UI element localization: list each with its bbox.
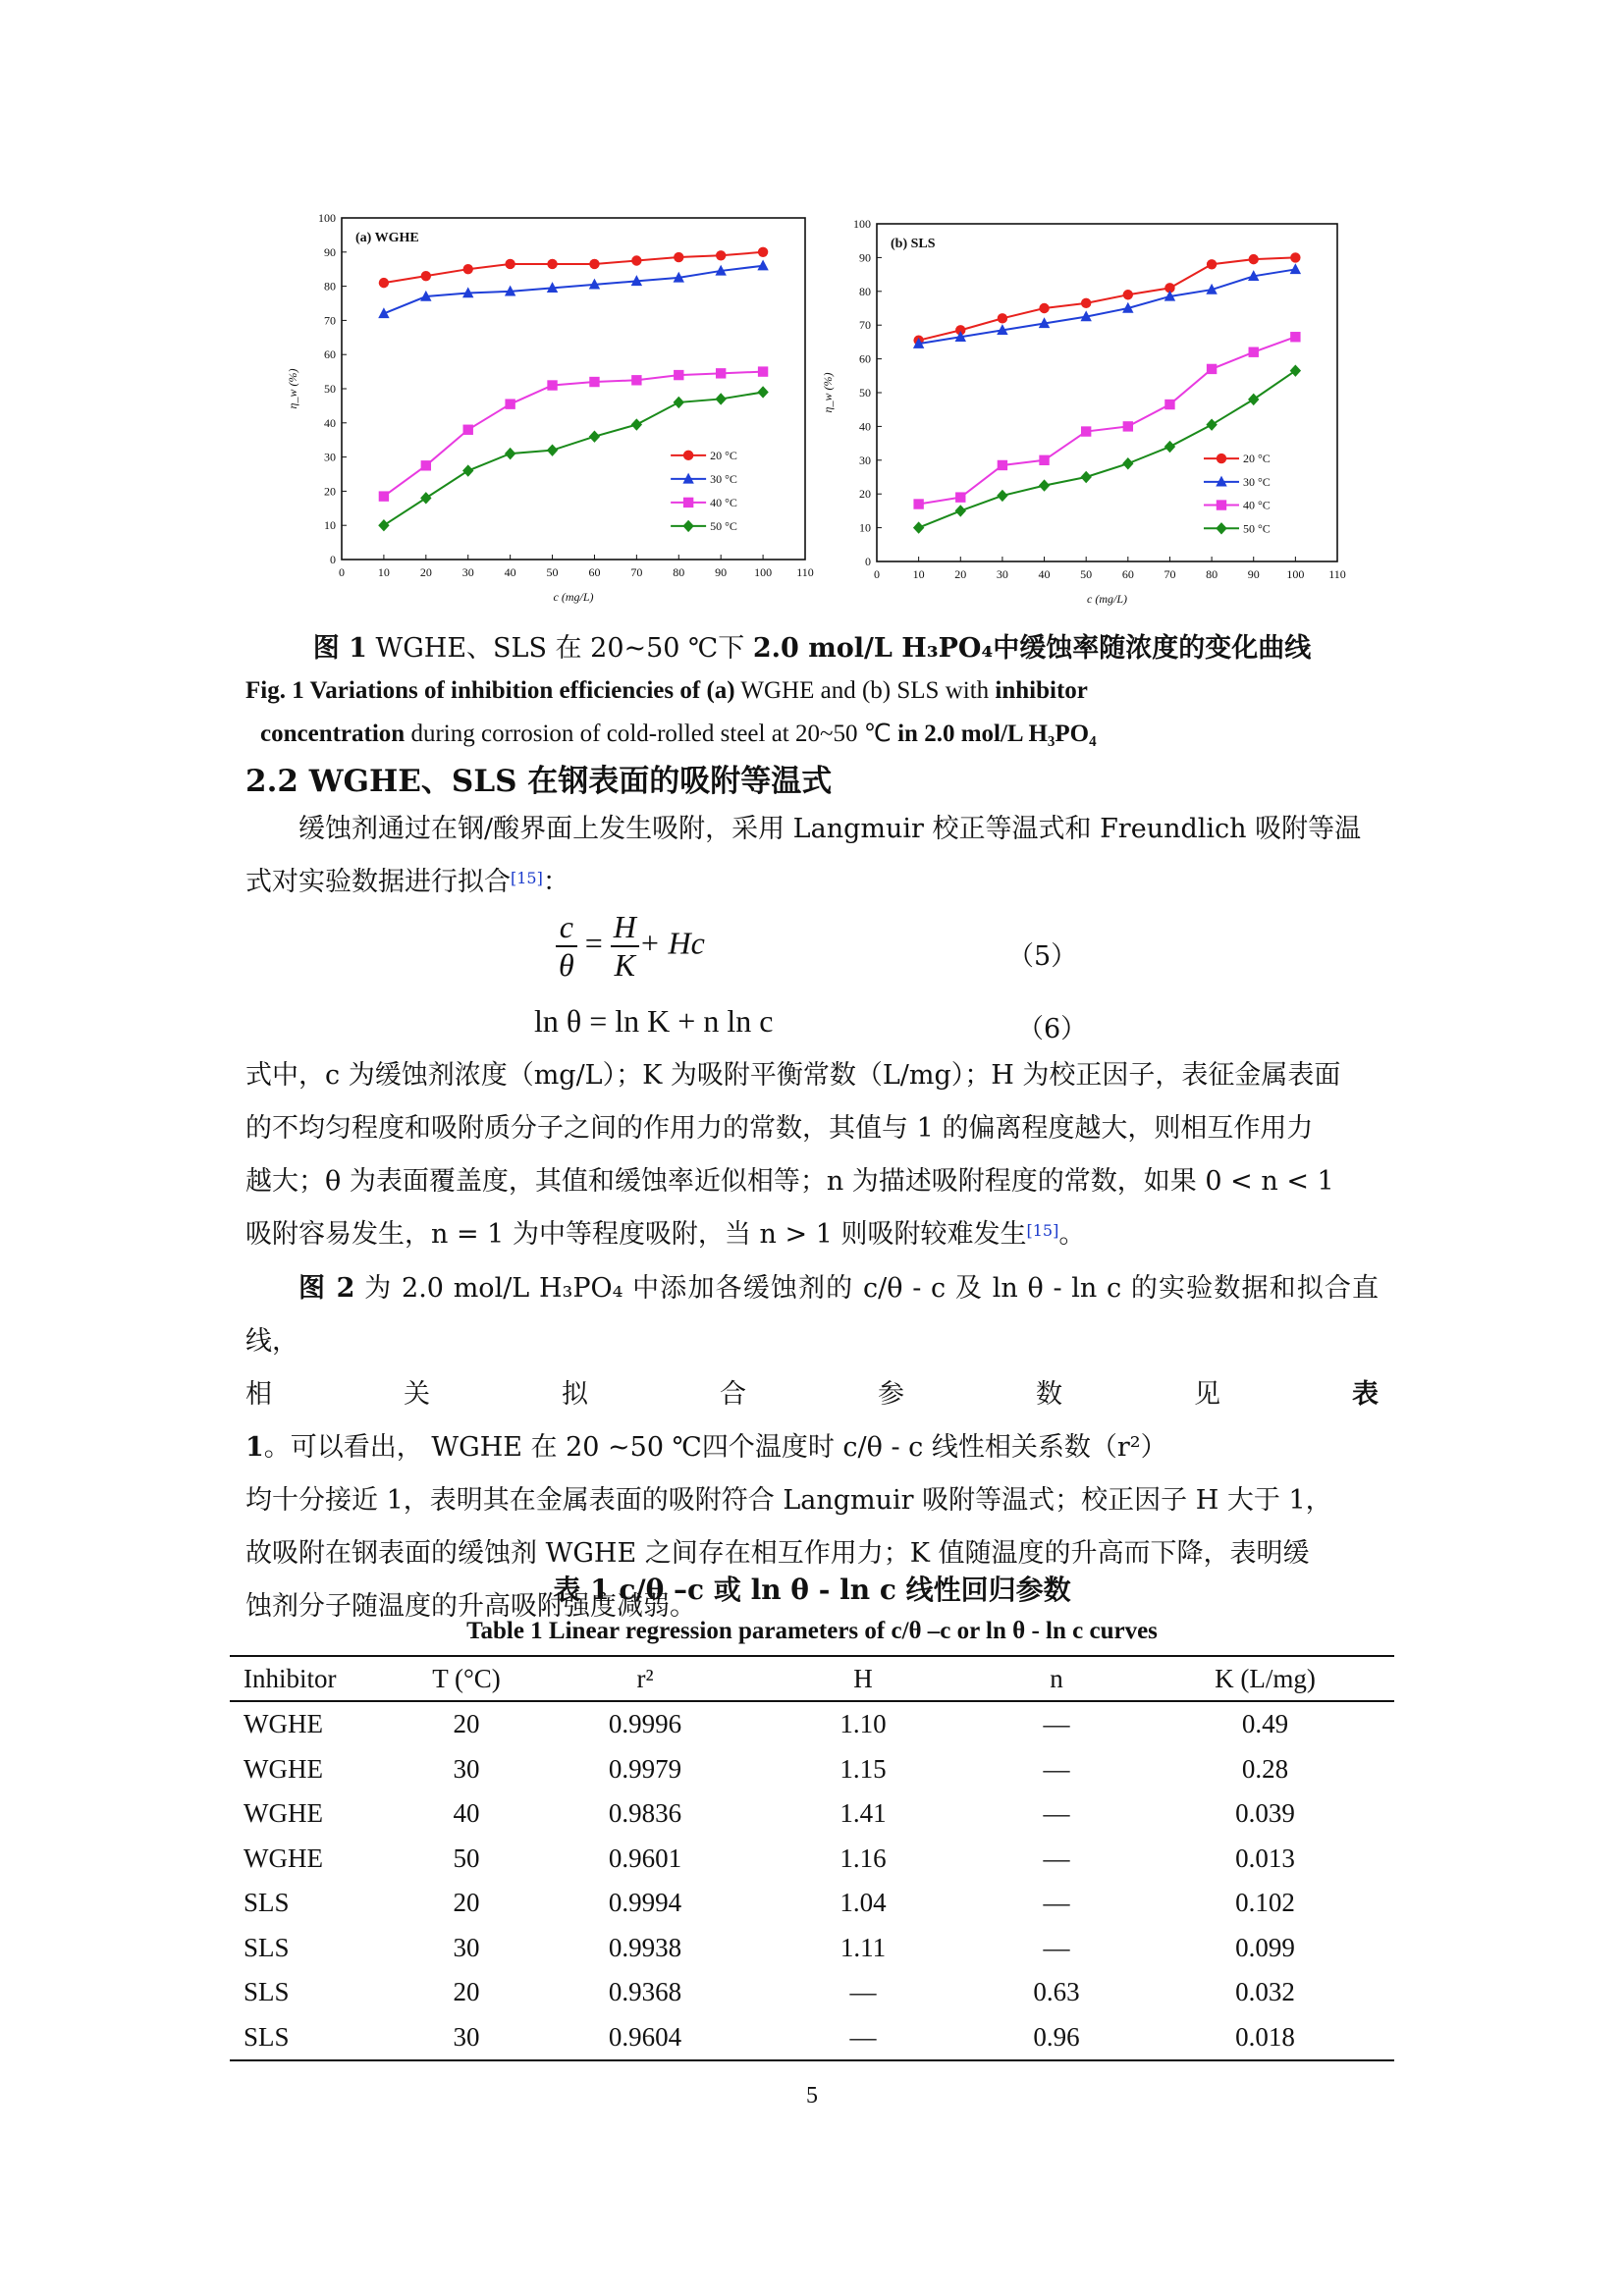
x-tick-label: 70 bbox=[1164, 567, 1176, 581]
equation-6: ln θ = ln K + n ln c bbox=[534, 1003, 774, 1039]
x-tick-label: 80 bbox=[1206, 567, 1218, 581]
citation-link[interactable]: [15] bbox=[511, 869, 543, 887]
x-tick-label: 70 bbox=[630, 565, 643, 579]
table-cell: 0.9601 bbox=[608, 1842, 682, 1873]
x-tick-label: 40 bbox=[504, 565, 516, 579]
table-reference: 表 1 bbox=[245, 1379, 1379, 1463]
x-axis-label: c (mg/L) bbox=[1087, 592, 1127, 606]
paragraph-definitions-line3: 越大；θ 为表面覆盖度，其值和缓蚀率近似相等；n 为描述吸附程度的常数，如果 0 < n < 1 bbox=[245, 1166, 1334, 1197]
table-title-en: Table 1 Linear regression parameters of c/θ –c or ln θ - ln c curves bbox=[466, 1618, 1158, 1644]
table-cell: SLS bbox=[244, 1888, 290, 1918]
data-point bbox=[589, 377, 599, 387]
data-point bbox=[505, 448, 515, 459]
data-point bbox=[1039, 479, 1050, 491]
data-point bbox=[1290, 364, 1301, 376]
x-axis-label: c (mg/L) bbox=[553, 590, 594, 604]
column-header-inhibitor: Inhibitor bbox=[230, 1656, 392, 1701]
table-cell: 0.9836 bbox=[608, 1798, 682, 1829]
data-point bbox=[1248, 394, 1259, 405]
y-tick-label: 30 bbox=[324, 450, 336, 464]
table-row bbox=[230, 1747, 1394, 1792]
paragraph-definitions-line2: 的不均匀程度和吸附质分子之间的作用力的常数，其值与 1 的偏离程度越大，则相互作用力 bbox=[245, 1113, 1314, 1144]
table-cell: 1.41 bbox=[839, 1798, 887, 1829]
table-cell: WGHE bbox=[244, 1709, 323, 1739]
table-row bbox=[230, 1837, 1394, 1882]
figure-caption-en-line2-mid: during corrosion of cold-rolled steel at 20~50 ℃ bbox=[405, 721, 898, 747]
eq5-rhs-numerator: H bbox=[611, 909, 639, 947]
eq5-lhs-numerator: c bbox=[556, 909, 577, 947]
data-point bbox=[421, 460, 431, 470]
table-cell: 0.9979 bbox=[608, 1753, 682, 1784]
data-point bbox=[998, 313, 1007, 323]
figure-reference: 图 2 bbox=[298, 1273, 355, 1304]
table-cell: — bbox=[1043, 1798, 1070, 1829]
x-tick-label: 10 bbox=[912, 567, 925, 581]
data-point bbox=[1081, 298, 1091, 308]
legend-label: 20 °C bbox=[1242, 452, 1271, 466]
y-tick-label: 50 bbox=[324, 382, 336, 396]
figure-1 bbox=[285, 206, 1365, 618]
table-cell: 20 bbox=[453, 1888, 480, 1918]
data-point bbox=[1249, 254, 1259, 264]
y-tick-label: 0 bbox=[330, 553, 336, 566]
table-cell: 1.04 bbox=[839, 1888, 887, 1918]
y-tick-label: 40 bbox=[324, 415, 336, 430]
data-point bbox=[1216, 522, 1226, 534]
y-axis-label: η_w (%) bbox=[286, 368, 299, 409]
table-cell: 1.16 bbox=[839, 1842, 887, 1873]
y-tick-label: 90 bbox=[859, 250, 871, 265]
table-cell: WGHE bbox=[244, 1842, 323, 1873]
data-point bbox=[1217, 500, 1226, 509]
data-point bbox=[1039, 455, 1049, 465]
x-tick-label: 80 bbox=[673, 565, 685, 579]
paragraph-results-line5: 蚀剂分子随温度的升高吸附强度减弱。 bbox=[245, 1591, 696, 1622]
table-cell: 1.10 bbox=[839, 1709, 887, 1739]
table-cell: 50 bbox=[453, 1842, 480, 1873]
table-cell: 30 bbox=[392, 2015, 541, 2061]
x-tick-label: 110 bbox=[1328, 567, 1346, 581]
table-cell: 30 bbox=[453, 1932, 480, 1962]
equation-5 bbox=[556, 909, 705, 984]
table-cell: 0.9938 bbox=[608, 1932, 682, 1962]
data-point bbox=[631, 375, 641, 385]
table-header-row bbox=[230, 1656, 1394, 1701]
data-point bbox=[379, 491, 389, 501]
table-cell: — bbox=[1043, 1888, 1070, 1918]
y-tick-label: 20 bbox=[859, 487, 871, 502]
y-tick-label: 70 bbox=[324, 313, 336, 328]
table-cell: 0.102 bbox=[1235, 1888, 1295, 1918]
y-tick-label: 80 bbox=[324, 279, 336, 294]
paragraph-results-line2-b: 。可以看出， WGHE 在 20 ~50 ℃四个温度时 c/θ - c 线性相关系数（r²） bbox=[263, 1432, 1167, 1463]
chart-sls bbox=[823, 206, 1353, 618]
table-cell: 30 bbox=[453, 1753, 480, 1784]
table-cell: 1.15 bbox=[839, 1753, 887, 1784]
column-header-temperature: T (°C) bbox=[392, 1656, 541, 1701]
table-cell: 0.9994 bbox=[608, 1888, 682, 1918]
data-point bbox=[589, 431, 600, 443]
data-point bbox=[955, 505, 966, 516]
equation-6-number: （6） bbox=[1017, 1014, 1088, 1044]
table-cell: — bbox=[1043, 1753, 1070, 1784]
column-header-n: n bbox=[977, 1656, 1136, 1701]
x-tick-label: 90 bbox=[1247, 567, 1260, 581]
x-tick-label: 100 bbox=[1286, 567, 1305, 581]
x-tick-label: 40 bbox=[1038, 567, 1051, 581]
series-line bbox=[919, 257, 1296, 340]
figure-caption-cn-tail: 中缓蚀率随浓度的变化曲线 bbox=[993, 633, 1312, 664]
table-cell: SLS bbox=[244, 1977, 290, 2007]
table-cell: 0.099 bbox=[1235, 1932, 1295, 1962]
data-point bbox=[1123, 290, 1133, 299]
paragraph-definitions-line4-end: 。 bbox=[1058, 1219, 1086, 1250]
table-cell: 0.49 bbox=[1241, 1709, 1289, 1739]
chart-wghe bbox=[285, 206, 815, 618]
paragraph-definitions-line1: 式中，c 为缓蚀剂浓度（mg/L）；K 为吸附平衡常数（L/mg）；H 为校正因子，表征金属表面 bbox=[245, 1060, 1341, 1091]
y-tick-label: 70 bbox=[859, 318, 871, 333]
regression-table bbox=[230, 1655, 1394, 2061]
data-point bbox=[547, 380, 557, 390]
y-tick-label: 90 bbox=[324, 244, 336, 259]
data-point bbox=[379, 278, 389, 288]
data-point bbox=[758, 247, 768, 257]
table-row bbox=[230, 1970, 1394, 2015]
data-point bbox=[715, 393, 726, 404]
table-row bbox=[230, 1701, 1394, 1747]
data-point bbox=[758, 366, 768, 376]
column-header-k: K (L/mg) bbox=[1136, 1656, 1394, 1701]
table-cell: — bbox=[749, 2015, 977, 2061]
data-point bbox=[1081, 426, 1091, 436]
paragraph-intro-line2-end: ： bbox=[542, 867, 569, 897]
legend-label: 40 °C bbox=[710, 495, 737, 509]
data-point bbox=[683, 498, 693, 507]
data-point bbox=[1080, 471, 1091, 483]
x-tick-label: 30 bbox=[461, 565, 474, 579]
y-tick-label: 30 bbox=[859, 453, 871, 467]
data-point bbox=[1217, 454, 1226, 463]
data-point bbox=[682, 520, 693, 532]
table-cell: — bbox=[849, 1977, 877, 2007]
table-title-cn: 表 1 c/θ –c 或 ln θ - ln c 线性回归参数 bbox=[553, 1574, 1071, 1606]
table-row bbox=[230, 1881, 1394, 1926]
data-point bbox=[631, 255, 641, 265]
table-cell: SLS bbox=[244, 1932, 290, 1962]
data-point bbox=[1039, 303, 1049, 313]
y-tick-label: 0 bbox=[865, 555, 871, 568]
y-tick-label: 60 bbox=[324, 347, 336, 362]
chart-title: (b) SLS bbox=[891, 237, 936, 251]
legend-label: 40 °C bbox=[1242, 498, 1271, 512]
x-tick-label: 30 bbox=[996, 567, 1008, 581]
paragraph-results-line2-a: 相关拟合参数见 bbox=[245, 1379, 1352, 1410]
data-point bbox=[1207, 364, 1217, 374]
equation-5-number: （5） bbox=[1007, 941, 1078, 972]
x-tick-label: 60 bbox=[1121, 567, 1134, 581]
x-tick-label: 60 bbox=[588, 565, 601, 579]
data-point bbox=[378, 519, 389, 531]
figure-caption-cn bbox=[245, 626, 1379, 665]
data-point bbox=[997, 490, 1007, 502]
data-point bbox=[913, 521, 924, 533]
figure-caption-en-mid: WGHE and (b) SLS with bbox=[734, 677, 996, 704]
data-point bbox=[462, 464, 473, 476]
figure-caption-cn-body: WGHE、SLS 在 20~50 ℃下 bbox=[366, 633, 753, 664]
data-point bbox=[1290, 252, 1300, 262]
paragraph-definitions-line4 bbox=[245, 1208, 1379, 1261]
section-title: 2.2 WGHE、SLS 在钢表面的吸附等温式 bbox=[245, 764, 833, 799]
paragraph-intro-line1: 缓蚀剂通过在钢/酸界面上发生吸附，采用 Langmuir 校正等温式和 Freundlich 吸附等温 bbox=[298, 814, 1362, 844]
table-cell: 40 bbox=[453, 1798, 480, 1829]
figure-caption-en bbox=[245, 669, 1379, 756]
legend-label: 50 °C bbox=[710, 518, 737, 533]
data-point bbox=[1122, 457, 1133, 469]
x-tick-label: 20 bbox=[419, 565, 432, 579]
series-line bbox=[384, 252, 763, 283]
x-tick-label: 0 bbox=[339, 565, 345, 579]
table-cell: 0.013 bbox=[1235, 1842, 1295, 1873]
y-tick-label: 80 bbox=[859, 284, 871, 298]
x-tick-label: 110 bbox=[796, 565, 814, 579]
data-point bbox=[420, 492, 431, 504]
paragraph-definitions bbox=[245, 1049, 1379, 1261]
data-point bbox=[674, 370, 683, 380]
y-tick-label: 40 bbox=[859, 419, 871, 434]
chart-title: (a) WGHE bbox=[355, 231, 419, 245]
data-point bbox=[1290, 332, 1300, 342]
table-cell: SLS bbox=[230, 2015, 392, 2061]
page-number: 5 bbox=[806, 2083, 818, 2109]
data-point bbox=[463, 264, 473, 274]
table-cell: 20 bbox=[453, 1709, 480, 1739]
table-cell: 0.28 bbox=[1241, 1753, 1289, 1784]
series-line bbox=[919, 269, 1296, 344]
y-tick-label: 100 bbox=[318, 211, 336, 225]
paragraph-intro bbox=[245, 803, 1379, 909]
eq5-rhs-tail: + Hc bbox=[638, 925, 705, 961]
column-header-r2: r² bbox=[541, 1656, 749, 1701]
data-point bbox=[674, 252, 683, 262]
column-header-h: H bbox=[749, 1656, 977, 1701]
data-point bbox=[757, 386, 768, 398]
table-cell: 0.96 bbox=[977, 2015, 1136, 2061]
data-point bbox=[547, 259, 557, 269]
legend-label: 30 °C bbox=[710, 471, 737, 486]
data-point bbox=[631, 418, 642, 430]
data-point bbox=[757, 260, 768, 271]
legend-label: 20 °C bbox=[710, 448, 737, 462]
data-point bbox=[1206, 418, 1217, 430]
paragraph-intro-line2-text: 式对实验数据进行拟合 bbox=[245, 867, 511, 897]
figure-caption-en-line2-bold: concentration bbox=[260, 721, 406, 747]
table-cell: 0.039 bbox=[1235, 1798, 1295, 1829]
data-point bbox=[463, 425, 473, 435]
x-tick-label: 100 bbox=[754, 565, 773, 579]
series-line bbox=[384, 392, 763, 525]
paragraph-results-line4: 故吸附在钢表面的缓蚀剂 WGHE 之间存在相互作用力；K 值随温度的升高而下降，表明缓 bbox=[245, 1538, 1310, 1569]
paragraph-definitions-line4-text: 吸附容易发生，n = 1 为中等程度吸附，当 n > 1 则吸附较难发生 bbox=[245, 1219, 1027, 1250]
data-point bbox=[1290, 263, 1301, 274]
x-tick-label: 50 bbox=[1080, 567, 1093, 581]
citation-link[interactable]: [15] bbox=[1026, 1221, 1059, 1240]
data-point bbox=[505, 259, 514, 269]
data-point bbox=[589, 259, 599, 269]
figure-caption-cn-conc: 2.0 mol/L H₃PO₄ bbox=[752, 633, 994, 664]
data-point bbox=[674, 397, 684, 408]
x-tick-label: 0 bbox=[874, 567, 880, 581]
figure-caption-en-bold: inhibitor bbox=[995, 677, 1088, 704]
table-cell: 0.9368 bbox=[608, 1977, 682, 2007]
legend-label: 30 °C bbox=[1242, 474, 1271, 489]
table-cell: 0.9996 bbox=[608, 1709, 682, 1739]
data-point bbox=[1164, 400, 1174, 409]
table-cell: — bbox=[1043, 1709, 1070, 1739]
data-point bbox=[1207, 259, 1217, 269]
eq5-lhs-denominator: θ bbox=[559, 947, 574, 983]
data-point bbox=[998, 460, 1007, 470]
data-point bbox=[1164, 441, 1175, 453]
eq5-equals: = bbox=[576, 925, 611, 961]
paragraph-results-line2 bbox=[245, 1368, 1379, 1474]
figure-caption-en-lead: Fig. 1 Variations of inhibition efficiencies of (a) bbox=[245, 677, 735, 704]
table-cell: 20 bbox=[453, 1977, 480, 2007]
data-point bbox=[547, 444, 558, 455]
table-cell: WGHE bbox=[244, 1798, 323, 1829]
x-tick-label: 90 bbox=[715, 565, 728, 579]
table-cell: 0.032 bbox=[1235, 1977, 1295, 2007]
figure-caption-en-line2-tail: in 2.0 mol/L H₃PO₄ bbox=[897, 721, 1097, 747]
y-tick-label: 10 bbox=[324, 518, 336, 533]
table-cell: 1.11 bbox=[839, 1932, 887, 1962]
y-axis-label: η_w (%) bbox=[821, 372, 835, 413]
x-tick-label: 10 bbox=[377, 565, 390, 579]
data-point bbox=[505, 399, 514, 408]
y-tick-label: 20 bbox=[324, 484, 336, 499]
table-cell: 0.018 bbox=[1136, 2015, 1394, 2061]
eq5-rhs-denominator: K bbox=[614, 947, 635, 983]
data-point bbox=[716, 250, 726, 260]
table-row bbox=[230, 2015, 1394, 2061]
paragraph-results-line3: 均十分接近 1，表明其在金属表面的吸附符合 Langmuir 吸附等温式；校正因子 H 大于 1， bbox=[245, 1485, 1332, 1516]
data-point bbox=[683, 451, 693, 460]
table-row bbox=[230, 1926, 1394, 1971]
data-point bbox=[955, 492, 965, 502]
paragraph-results-line1-text: 为 2.0 mol/L H₃PO₄ 中添加各缓蚀剂的 c/θ - c 及 ln θ - ln c 的实验数据和拟合直线， bbox=[245, 1273, 1379, 1357]
table-cell: WGHE bbox=[244, 1753, 323, 1784]
x-tick-label: 20 bbox=[954, 567, 967, 581]
table-row bbox=[230, 1791, 1394, 1837]
paragraph-intro-line2 bbox=[245, 856, 1379, 909]
data-point bbox=[1123, 421, 1133, 431]
data-point bbox=[716, 368, 726, 378]
paragraph-results-line1 bbox=[245, 1262, 1379, 1368]
table-cell: — bbox=[1043, 1932, 1070, 1962]
table-cell: 0.9604 bbox=[541, 2015, 749, 2061]
table-cell: — bbox=[1043, 1842, 1070, 1873]
series-line bbox=[919, 337, 1296, 504]
y-tick-label: 60 bbox=[859, 351, 871, 366]
y-tick-label: 100 bbox=[853, 217, 871, 231]
legend-label: 50 °C bbox=[1242, 521, 1271, 536]
y-tick-label: 10 bbox=[859, 520, 871, 535]
table-cell: 0.63 bbox=[1033, 1977, 1080, 2007]
series-line bbox=[384, 372, 763, 497]
data-point bbox=[421, 271, 431, 281]
data-point bbox=[913, 499, 923, 508]
data-point bbox=[1249, 347, 1259, 357]
x-tick-label: 50 bbox=[546, 565, 559, 579]
y-tick-label: 50 bbox=[859, 386, 871, 400]
figure-caption-cn-prefix: 图 1 bbox=[312, 633, 367, 664]
